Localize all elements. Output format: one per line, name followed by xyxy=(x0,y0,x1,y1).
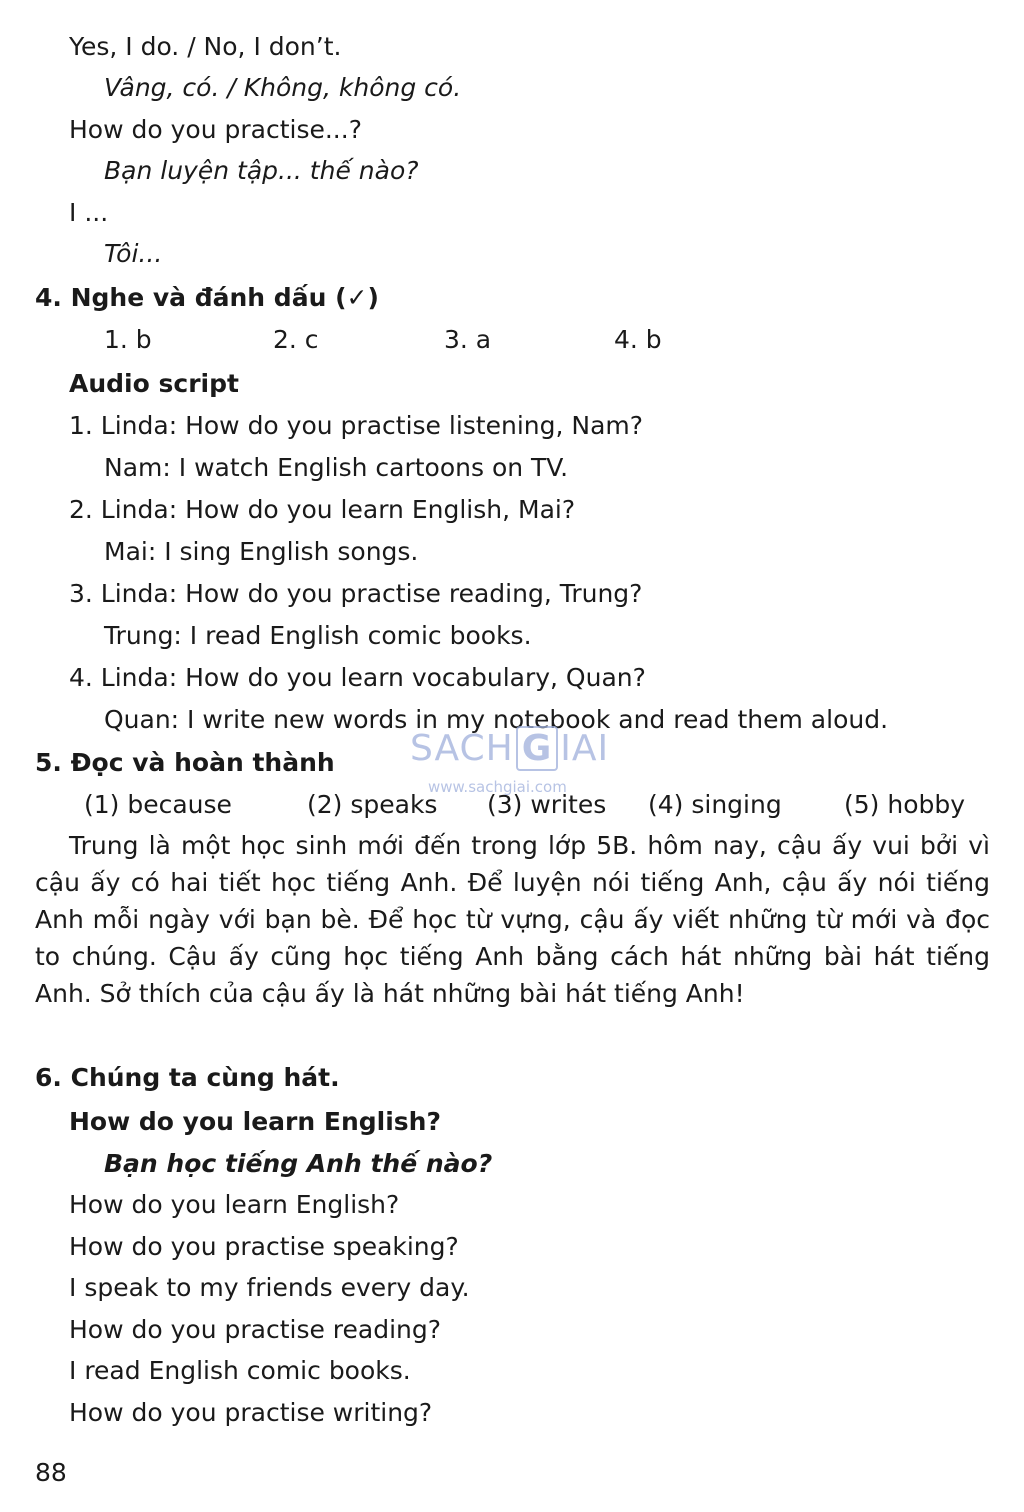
watermark-url: www.sachgiai.com xyxy=(428,778,567,796)
song-title-translation: Bạn học tiếng Anh thế nào? xyxy=(104,1149,493,1178)
section-4-answer-2: 2. c xyxy=(273,325,319,354)
script-line: Nam: I watch English cartoons on TV. xyxy=(104,453,569,482)
section-4-answer-4: 4. b xyxy=(614,325,662,354)
section-5-paragraph: Trung là một học sinh mới đến trong lớp 5B. hôm nay, cậu ấy vui bởi vì cậu ấy có hai tiết học tiếng Anh. Để luyện nói tiếng Anh, cậu ấy nói tiếng Anh mỗi ngày với bạn bè. Để học từ vựng, cậu ấy viết những từ mới và đọc to chúng. Cậu ấy cũng học tiếng Anh bằng cách hát những bài hát tiếng Anh. Sở thích của cậu ấy là hát những bài hát tiếng Anh! xyxy=(35,831,990,1008)
audio-script-heading: Audio script xyxy=(69,369,239,398)
script-line: Trung: I read English comic books. xyxy=(104,621,532,650)
section-5-answer-4: (4) singing xyxy=(648,790,782,819)
section-5-answer-5: (5) hobby xyxy=(844,790,966,819)
lyric-line: How do you learn English? xyxy=(69,1190,400,1219)
watermark-text: SACH G IAI xyxy=(410,728,610,769)
lyric-line: How do you practise reading? xyxy=(69,1315,442,1344)
lyric-line: How do you practise speaking? xyxy=(69,1232,459,1261)
script-line: 2. Linda: How do you learn English, Mai? xyxy=(69,495,576,524)
script-line: Mai: I sing English songs. xyxy=(104,537,419,566)
intro-line-1: Yes, I do. / No, I don’t. xyxy=(69,32,342,61)
lyric-line: I speak to my friends every day. xyxy=(69,1273,470,1302)
song-title: How do you learn English? xyxy=(69,1107,441,1136)
lyric-line: How do you practise writing? xyxy=(69,1398,433,1427)
script-line: 4. Linda: How do you learn vocabulary, Quan? xyxy=(69,663,646,692)
section-4-heading: 4. Nghe và đánh dấu (✓) xyxy=(35,283,379,312)
intro-line-2-translation: Bạn luyện tập... thế nào? xyxy=(104,156,419,185)
intro-line-3: I ... xyxy=(69,198,109,227)
script-line: 1. Linda: How do you practise listening, Nam? xyxy=(69,411,644,440)
lyric-line: I read English comic books. xyxy=(69,1356,411,1385)
script-line: Quan: I write new words in my notebook and read them aloud. xyxy=(104,705,889,734)
section-5-heading: 5. Đọc và hoàn thành xyxy=(35,748,335,777)
script-line: 3. Linda: How do you practise reading, Trung? xyxy=(69,579,643,608)
intro-line-1-translation: Vâng, có. / Không, không có. xyxy=(104,73,462,102)
section-4-answer-1: 1. b xyxy=(104,325,152,354)
intro-line-2: How do you practise...? xyxy=(69,115,362,144)
section-6-heading: 6. Chúng ta cùng hát. xyxy=(35,1063,340,1092)
section-5-answer-3: (3) writes xyxy=(487,790,607,819)
section-4-answer-3: 3. a xyxy=(444,325,492,354)
intro-line-3-translation: Tôi... xyxy=(104,239,163,268)
page-number: 88 xyxy=(35,1458,67,1487)
section-5-answer-2: (2) speaks xyxy=(307,790,438,819)
section-5-answer-1: (1) because xyxy=(84,790,232,819)
